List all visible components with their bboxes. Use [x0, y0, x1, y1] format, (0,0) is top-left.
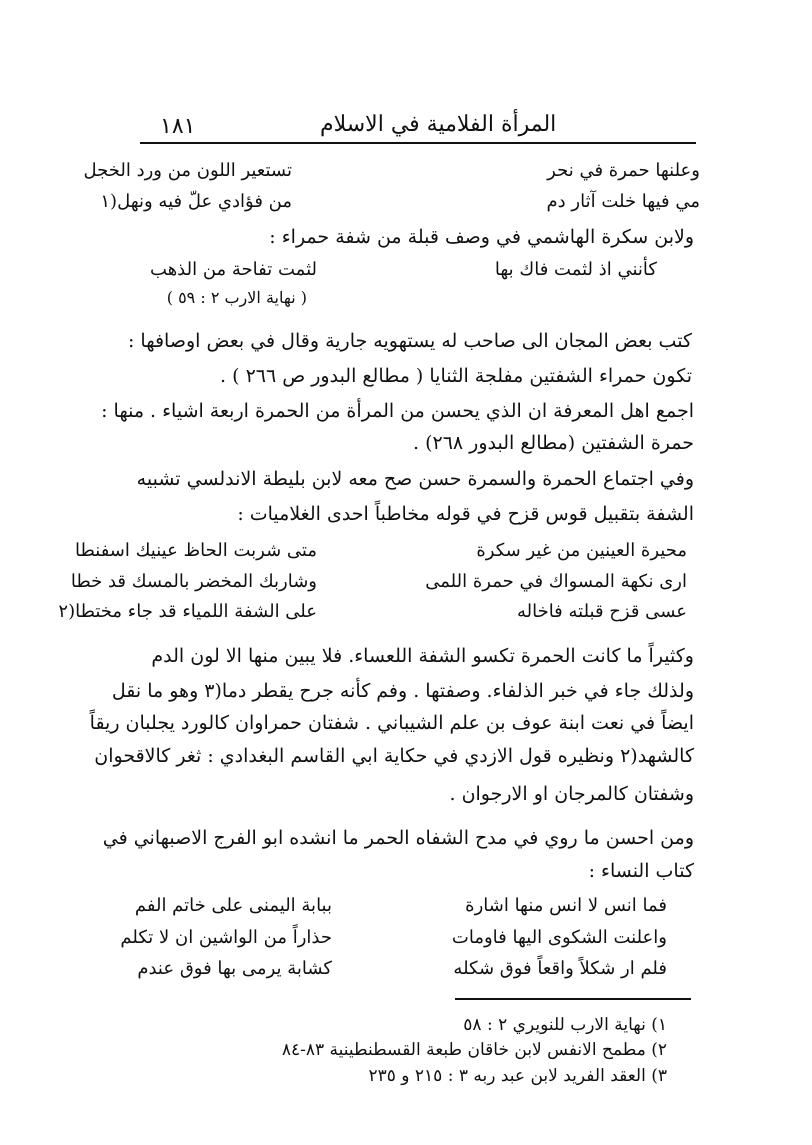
para1-line4: حمرة الشفتين (مطالع البدور ٢٦٨) .: [412, 432, 694, 454]
poem3-line3-right: عسى قزح قبلته فاخاله: [516, 601, 687, 622]
poem3-line1-right: محيرة العينين من غير سكرة: [476, 540, 687, 561]
poem1-line1-right: وعلنها حمرة في نحر: [547, 160, 700, 181]
poem3-line2-left: وشاربك المخضر بالمسك قد خطا: [70, 571, 317, 592]
poem3-line2-right: ارى نكهة المسواك في حمرة اللمى: [425, 571, 687, 592]
para2-line2: ولذلك جاء في خبر الذلفاء. وصفتها . وفم كأنه جرح يقطر دما(٣ وهو ما نقل: [111, 680, 694, 702]
para1-line2: تكون حمراء الشفتين مفلجة الثنايا ( مطالع البدور ص ٢٦٦ ) .: [220, 365, 692, 387]
para1-line6: الشفة بتقبيل قوس قزح في قوله مخاطباً احدى الغلاميات :: [237, 503, 694, 525]
para3-line2: كتاب النساء :: [588, 860, 694, 882]
footnote-1: ١) نهاية الارب للنويري ٢ : ٥٨: [463, 1015, 667, 1035]
para2-line3: ايضاً في نعت ابنة عوف بن علم الشيباني . شفتان حمراوان كالورد يجلبان ريقاً: [89, 712, 694, 734]
footnote-2: ٢) مطمح الانفس لابن خاقان طبعة القسطنطينية ٨٣-٨٤: [281, 1040, 667, 1060]
poem4-line2-right: واعلنت الشكوى اليها فاومات: [451, 927, 667, 948]
footnote-3: ٣) العقد الفريد لابن عبد ربه ٣ : ٢١٥ و ٢٣٥: [368, 1066, 667, 1086]
poem3-line1-left: متى شربت الحاظ عينيك اسفنطا: [75, 540, 317, 561]
para2-line4: كالشهد(٢ ونظيره قول الازدي في حكاية ابي القاسم البغدادي : ثغر كالاقحوان: [94, 745, 694, 767]
poem1-line2-right: مي فيها خلت آثار دم: [546, 191, 700, 212]
footnote-rule: [455, 998, 691, 1000]
page-header-title: المرأة الفلامية في الاسلام: [320, 112, 557, 137]
verse2-right: كأنني اذ لثمت فاك بها: [494, 259, 657, 280]
para2-line1: وكثيراً ما كانت الحمرة تكسو الشفة اللعساء. فلا يبين منها الا لون الدم: [151, 645, 694, 667]
verse2-left: لثمت تفاحة من الذهب: [150, 259, 317, 280]
poem4-line3-left: كشابة يرمى بها فوق عندم: [137, 958, 332, 979]
header-rule: [140, 142, 696, 144]
poem4-line2-left: حذاراً من الواشين ان لا تكلم: [120, 927, 332, 948]
poem4-line3-right: فلم ار شكلاً واقعاً فوق شكله: [453, 958, 667, 979]
poem4-line1-right: فما انس لا انس منها اشارة: [465, 895, 667, 916]
para2-line5: وشفتان كالمرجان او الارجوان .: [449, 783, 694, 805]
poem1-line2-left: من فؤادي علّ فيه ونهل(١: [100, 191, 292, 212]
poem1-line1-left: تستعير اللون من ورد الخجل: [83, 160, 292, 181]
page-number: ١٨١: [160, 114, 196, 139]
para1-line3: اجمع اهل المعرفة ان الذي يحسن من المرأة من الحمرة اربعة اشياء . منها :: [101, 400, 694, 422]
para1-line5: وفي اجتماع الحمرة والسمرة حسن صح معه لابن بليطة الاندلسي تشبيه: [136, 468, 694, 490]
poem4-line1-left: ببابة اليمنى على خاتم الفم: [134, 895, 332, 916]
para3-line1: ومن احسن ما روي في مدح الشفاه الحمر ما انشده ابو الفرج الاصبهاني في: [102, 827, 694, 849]
intro-ibn-sukkara: ولابن سكرة الهاشمي في وصف قبلة من شفة حمراء :: [269, 226, 694, 248]
reference-nihayat: ( نهاية الارب ٢ : ٥٩ ): [166, 288, 307, 307]
poem3-line3-left: على الشفة اللمياء قد جاء مختطا(٢: [58, 601, 317, 622]
para1-line1: كتب بعض المجان الى صاحب له يستهويه جارية وقال في بعض اوصافها :: [127, 330, 692, 352]
